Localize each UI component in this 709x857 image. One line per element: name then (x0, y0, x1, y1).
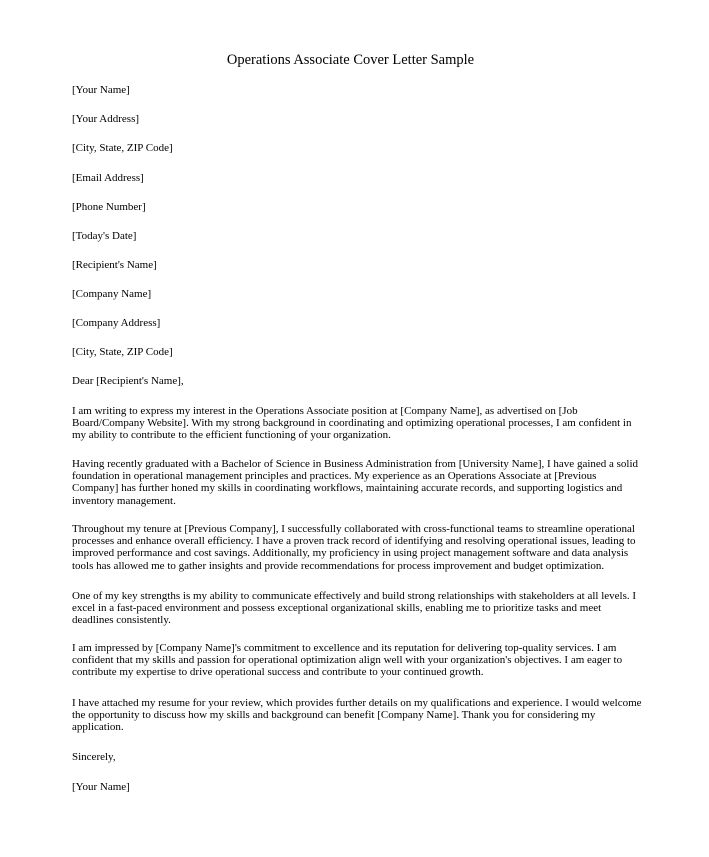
paragraph-line: Company] has further honed my skills in coordinating workflows, maintaining accurate records, and supporting logistics and (72, 482, 623, 495)
paragraph-line: application. (72, 721, 124, 734)
body-paragraph (72, 523, 636, 572)
paragraph-line: contribute my expertise to drive operational success and contribute to your continued growth. (72, 666, 484, 679)
paragraph-line: deadlines consistently. (72, 614, 171, 627)
paragraph-line: processes and enhance overall efficiency. I have a proven track record of identifying and resolving operational issues, leading to (72, 535, 636, 548)
paragraph-line: the opportunity to discuss how my skills and background can benefit [Company Name]. Thank you for considering my (72, 709, 596, 722)
body-paragraph (72, 697, 642, 734)
body-paragraph (72, 405, 632, 442)
sender-email: [Email Address] (72, 172, 144, 184)
paragraph-line: Throughout my tenure at [Previous Company], I successfully collaborated with cross-functional teams to streamline operational (72, 523, 635, 535)
sender-name: [Your Name] (72, 84, 130, 96)
paragraph-line: I am writing to express my interest in the Operations Associate position at [Company Name], as advertised on [Job (72, 405, 578, 417)
closing: Sincerely, (72, 751, 116, 763)
sender-city-state-zip: [City, State, ZIP Code] (72, 142, 173, 154)
page-title: Operations Associate Cover Letter Sample (226, 52, 475, 68)
recipient-company-address: [Company Address] (72, 317, 161, 329)
paragraph-line: confident that my skills and passion for operational optimization align well with your organization's objectives. I am eager to (72, 654, 623, 667)
signature-name: [Your Name] (72, 781, 130, 793)
sender-phone: [Phone Number] (72, 201, 146, 213)
salutation: Dear [Recipient's Name], (72, 375, 184, 387)
body-paragraph (72, 458, 639, 507)
paragraph-line: Board/Company Website]. With my strong background in coordinating and optimizing operational processes, I am confident in (72, 417, 632, 430)
recipient-name: [Recipient's Name] (72, 259, 157, 271)
body-paragraph (72, 590, 637, 627)
recipient-city-state-zip: [City, State, ZIP Code] (72, 346, 173, 358)
paragraph-line: foundation in operational management principles and practices. My experience as an Operations Associate at [Previous (72, 470, 597, 483)
paragraph-line: my ability to contribute to the efficient functioning of your organization. (72, 429, 391, 442)
body-paragraph (72, 642, 632, 679)
paragraph-line: improved performance and cost savings. Additionally, my proficiency in using project management software and data analysis (72, 547, 629, 560)
paragraph-line: Having recently graduated with a Bachelor of Science in Business Administration from [University Name], I have gained a solid (72, 458, 639, 470)
paragraph-line: I have attached my resume for your review, which provides further details on my qualifications and experience. I would welcome (72, 697, 642, 709)
paragraph-line: tools has allowed me to gather insights and provide recommendations for process improvement and budget optimization. (72, 559, 605, 572)
paragraph-line: One of my key strengths is my ability to communicate effectively and build strong relationships with stakeholders at all levels. I (72, 590, 637, 602)
recipient-company: [Company Name] (72, 288, 152, 300)
sender-address: [Your Address] (72, 113, 140, 125)
paragraph-line: inventory management. (72, 494, 176, 507)
paragraph-line: I am impressed by [Company Name]'s commitment to excellence and its reputation for delivering top-quality services. I am (72, 642, 617, 654)
paragraph-line: excel in a fast-paced environment and possess exceptional organizational skills, enabling me to prioritize tasks and meet (72, 602, 602, 615)
letter-date: [Today's Date] (72, 230, 137, 242)
